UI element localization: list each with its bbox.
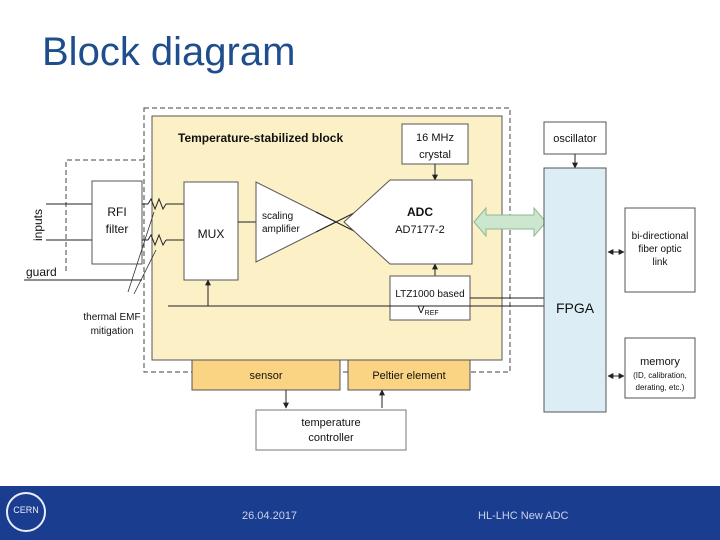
adc-label-2: AD7177-2 [395, 224, 445, 236]
thermal-emf-label-1: thermal EMF [83, 312, 141, 323]
peltier-label: Peltier element [372, 370, 446, 382]
rfi-filter-label-1: RFI [107, 205, 127, 219]
memory-label-2: (ID, calibration, [633, 371, 687, 380]
cern-logo [6, 492, 46, 532]
cern-logo-text: CERN [13, 505, 39, 515]
oscillator-label: oscillator [553, 133, 597, 145]
temperature-controller-label-2: controller [308, 432, 354, 444]
fiber-link-label-3: link [652, 257, 668, 268]
footer-date: 26.04.2017 [242, 510, 298, 522]
fiber-link-label-1: bi-directional [631, 231, 689, 242]
vref-label-1: LTZ1000 based [395, 289, 465, 300]
inputs-label: inputs [31, 208, 45, 241]
temperature-controller-label-1: temperature [301, 417, 361, 429]
adc-label-1: ADC [407, 205, 433, 219]
thermal-emf-label-2: mitigation [90, 326, 134, 337]
sensor-label: sensor [249, 370, 283, 382]
vref-subscript: REF [424, 310, 439, 317]
footer-bar [0, 486, 720, 540]
scaling-amplifier-label-2: amplifier [262, 224, 300, 235]
scaling-amplifier-label-1: scaling [262, 211, 294, 222]
crystal-label-2: crystal [419, 149, 451, 161]
rfi-filter-label-2: filter [105, 222, 129, 236]
footer-project: HL-LHC New ADC [478, 510, 569, 522]
fpga-label: FPGA [555, 300, 595, 316]
temperature-controller-box [256, 410, 406, 450]
fiber-link-label-2: fiber optic [638, 244, 682, 255]
fpga-box [544, 168, 606, 412]
vref-symbol: V [417, 304, 425, 316]
temperature-stabilized-block-label: Temperature-stabilized block [178, 131, 344, 145]
memory-label-1: memory [640, 356, 680, 368]
guard-label: guard [26, 265, 57, 279]
memory-label-3: derating, etc.) [635, 383, 685, 392]
crystal-label-1: 16 MHz [416, 132, 454, 144]
slide-title: Block diagram [42, 30, 296, 74]
mux-label: MUX [197, 227, 225, 241]
